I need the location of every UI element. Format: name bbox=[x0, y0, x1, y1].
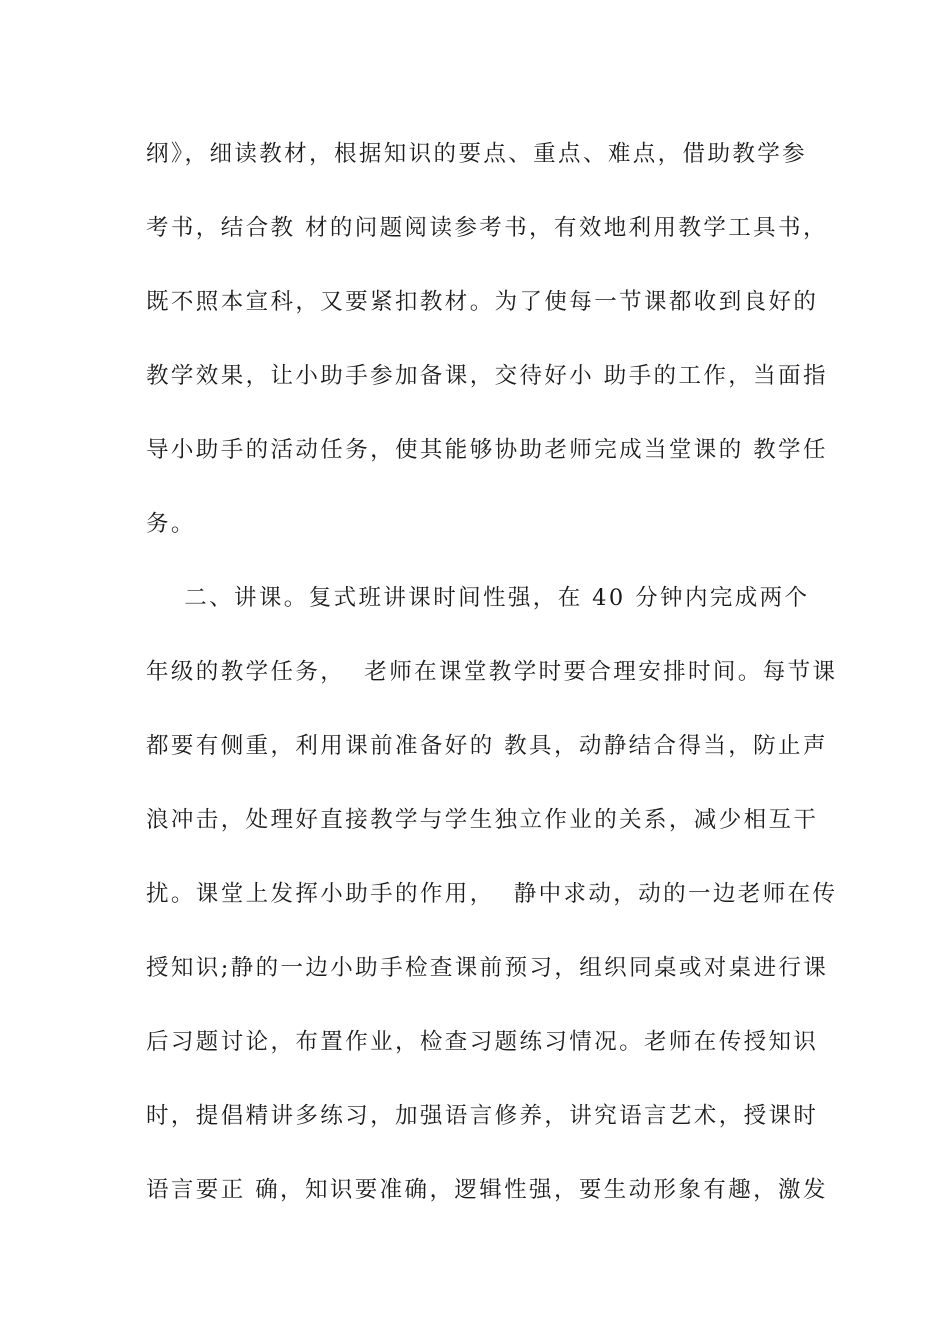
paragraph-line: 浪冲击，处理好直接教学与学生独立作业的关系，减少相互干 bbox=[146, 807, 819, 833]
paragraph-line: 纲》，细读教材，根据知识的要点、重点、难点，借助教学参 bbox=[146, 141, 808, 167]
paragraph-line: 后习题讨论，布置作业，检查习题练习情况。老师在传授知识 bbox=[146, 1029, 819, 1055]
paragraph-line: 二、讲课。复式班讲课时间性强，在 40 分钟内完成两个 bbox=[146, 585, 810, 611]
paragraph-line: 授知识;静的一边小助手检查课前预习，组织同桌或对桌进行课 bbox=[146, 955, 829, 981]
paragraph-line: 导小助手的活动任务，使其能够协助老师完成当堂课的 教学任 bbox=[146, 437, 828, 463]
paragraph-line: 教学效果，让小助手参加备课，交待好小 助手的工作，当面指 bbox=[146, 363, 828, 389]
paragraph-line: 既不照本宣科，又要紧扣教材。为了使每一节课都收到良好的 bbox=[146, 289, 819, 315]
paragraph-line: 扰。课堂上发挥小助手的作用， 静中求动，动的一边老师在传 bbox=[146, 881, 838, 907]
paragraph-line: 语言要正 确，知识要准确，逻辑性强，要生动形象有趣，激发 bbox=[146, 1177, 828, 1203]
paragraph-line: 务。 bbox=[146, 511, 196, 537]
paragraph-line: 年级的教学任务， 老师在课堂教学时要合理安排时间。每节课 bbox=[146, 659, 838, 685]
paragraph-line: 考书，结合教 材的问题阅读参考书，有效地利用教学工具书， bbox=[146, 215, 828, 241]
paragraph-line: 时，提倡精讲多练习，加强语言修养，讲究语言艺术，授课时 bbox=[146, 1103, 819, 1129]
paragraph-line: 都要有侧重，利用课前准备好的 教具，动静结合得当，防止声 bbox=[146, 733, 828, 759]
